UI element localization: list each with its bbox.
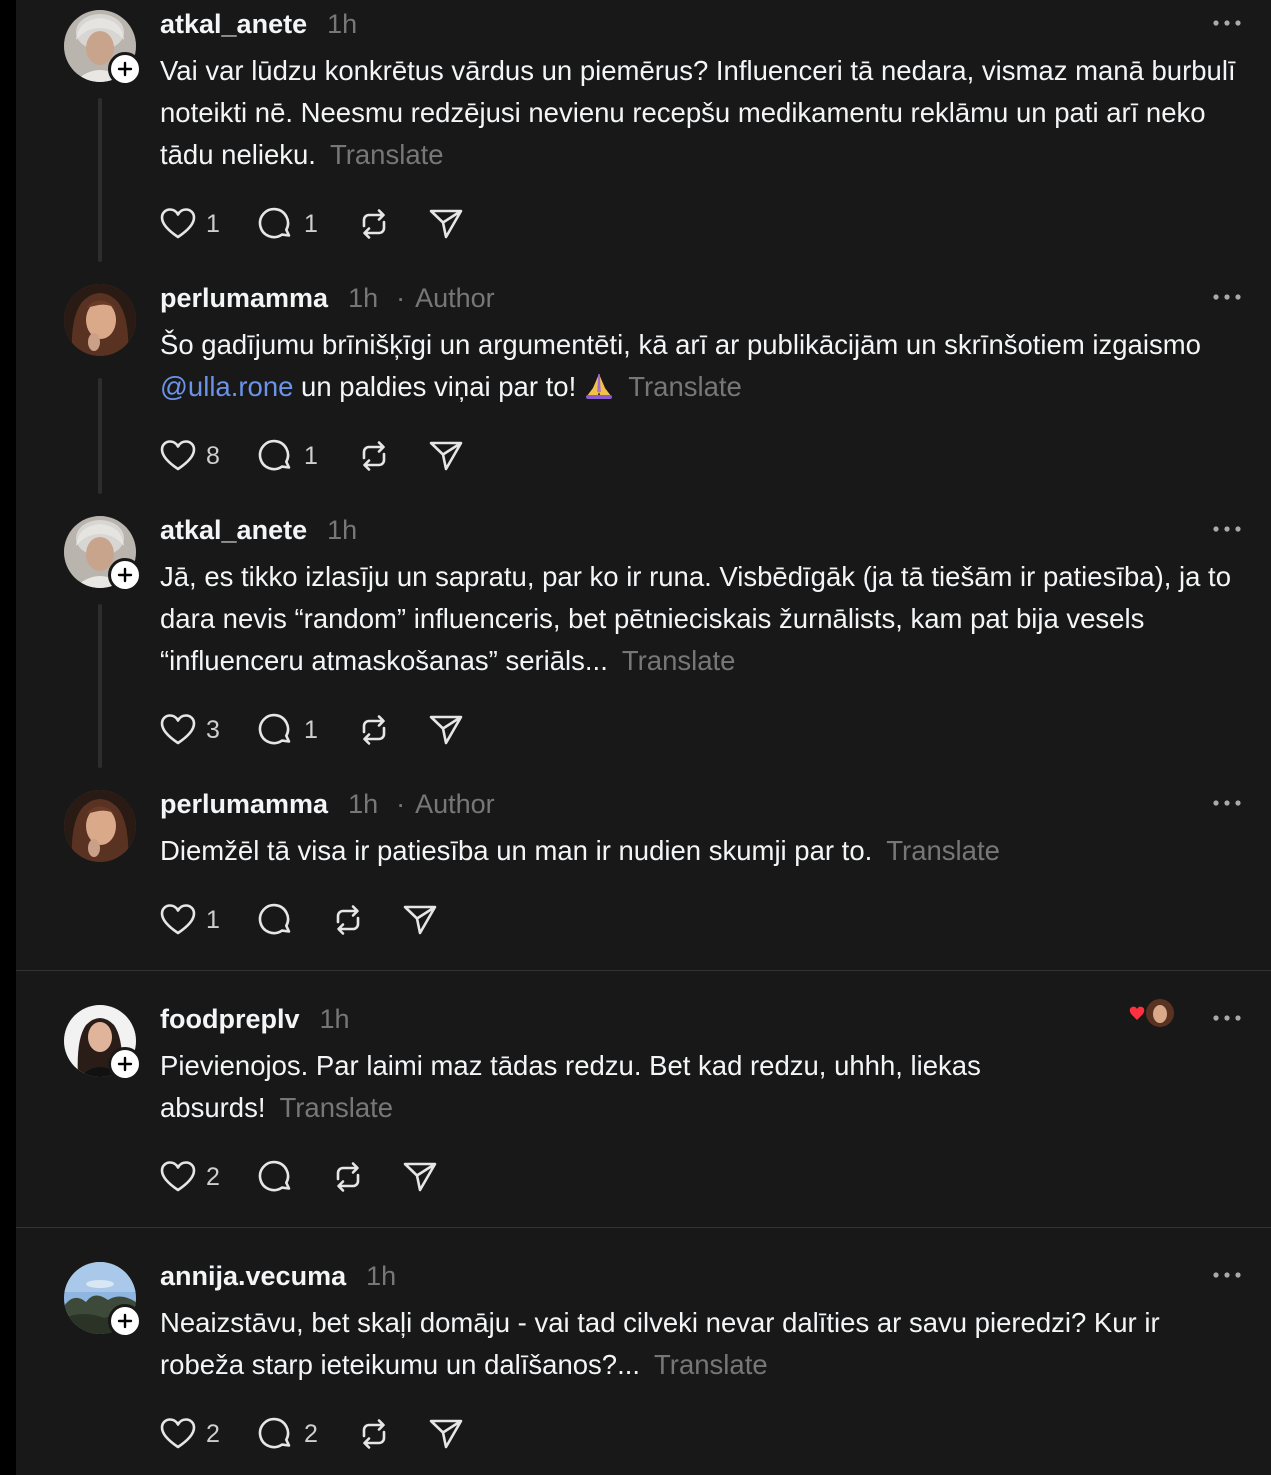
repost-button[interactable] (356, 712, 392, 748)
avatar[interactable] (64, 284, 136, 356)
thread-line (98, 378, 102, 494)
translate-link[interactable]: Translate (886, 835, 1000, 866)
post-header (160, 1001, 350, 1037)
plus-icon (117, 1056, 133, 1072)
comment-icon (258, 712, 294, 748)
post-header (160, 1258, 396, 1294)
timestamp[interactable]: 1h (348, 789, 379, 819)
avatar-image (64, 284, 136, 356)
share-button[interactable] (428, 712, 464, 748)
translate-link[interactable]: Translate (329, 139, 444, 170)
heart-icon (160, 1159, 196, 1195)
comment-icon (258, 1159, 294, 1195)
reply-button[interactable] (258, 902, 294, 938)
more-options-icon[interactable] (1212, 18, 1242, 28)
send-icon (428, 1416, 464, 1452)
like-button[interactable] (160, 712, 222, 748)
share-button[interactable] (402, 1159, 438, 1195)
action-bar (160, 436, 500, 476)
liked-by-author-indicator (1128, 995, 1176, 1031)
reply-post (16, 995, 1271, 1225)
repost-button[interactable] (330, 1159, 366, 1195)
divider (16, 970, 1271, 971)
like-button[interactable] (160, 206, 222, 242)
separator-dot: · (396, 789, 406, 819)
repost-icon (330, 902, 366, 938)
post-header (160, 786, 495, 822)
comment-icon (258, 1416, 294, 1452)
folded-hands-icon (584, 372, 614, 400)
send-icon (428, 438, 464, 474)
comment-icon (258, 902, 294, 938)
follow-button[interactable] (108, 558, 142, 592)
post-text (160, 556, 1250, 682)
heart-icon (160, 712, 196, 748)
more-options-icon[interactable] (1212, 524, 1242, 534)
timestamp[interactable]: 1h (319, 1004, 350, 1034)
heart-icon (160, 438, 196, 474)
repost-icon (356, 438, 392, 474)
post-text-content: Šo gadījumu brīnišķīgi un argumentēti, kā arī ar publikācijām un skrīnšotiem izgaismo (160, 329, 1201, 360)
translate-link[interactable]: Translate (279, 1092, 394, 1123)
like-button[interactable] (160, 438, 222, 474)
heart-icon (160, 206, 196, 242)
post-text (160, 50, 1245, 176)
more-options-icon[interactable] (1212, 292, 1242, 302)
follow-button[interactable] (108, 1047, 142, 1081)
author-badge: Author (415, 283, 495, 313)
action-bar (160, 204, 500, 244)
repost-icon (330, 1159, 366, 1195)
reply-post (16, 1252, 1271, 1475)
username[interactable]: annija.vecuma (160, 1261, 347, 1291)
repost-button[interactable] (356, 206, 392, 242)
heart-icon (160, 1416, 196, 1452)
username[interactable]: atkal_anete (160, 515, 308, 545)
action-bar (160, 1414, 500, 1454)
like-button[interactable] (160, 1159, 222, 1195)
reply-post (16, 274, 1271, 506)
folded-hands-emoji (584, 370, 614, 412)
avatar-image (64, 790, 136, 862)
plus-icon (117, 567, 133, 583)
mention-link[interactable]: @ulla.rone (160, 371, 294, 402)
action-bar (160, 1157, 474, 1197)
like-count: 2 (206, 1419, 220, 1448)
timestamp[interactable]: 1h (366, 1261, 397, 1291)
like-count: 8 (206, 441, 220, 470)
reply-count: 1 (304, 441, 318, 470)
timestamp[interactable]: 1h (327, 9, 358, 39)
avatar[interactable] (64, 790, 136, 862)
divider (16, 1227, 1271, 1228)
separator-dot: · (396, 283, 406, 313)
reply-count: 1 (304, 209, 318, 238)
translate-link[interactable]: Translate (654, 1349, 768, 1380)
repost-icon (356, 206, 392, 242)
send-icon (402, 902, 438, 938)
follow-button[interactable] (108, 52, 142, 86)
post-text (160, 830, 1245, 872)
thread-line (98, 98, 102, 262)
translate-link[interactable]: Translate (628, 371, 742, 402)
action-bar (160, 900, 474, 940)
repost-icon (356, 1416, 392, 1452)
translate-link[interactable]: Translate (621, 645, 736, 676)
like-count: 1 (206, 905, 220, 934)
replies-feed (16, 0, 1271, 1475)
reply-button[interactable] (258, 1416, 320, 1452)
author-badge: Author (415, 789, 495, 819)
like-count: 2 (206, 1162, 220, 1191)
username[interactable]: foodpreplv (160, 1004, 300, 1034)
reply-button[interactable] (258, 712, 320, 748)
thread-line (98, 604, 102, 768)
share-button[interactable] (428, 1416, 464, 1452)
reply-count: 2 (304, 1419, 318, 1448)
repost-icon (356, 712, 392, 748)
repost-button[interactable] (330, 902, 366, 938)
plus-icon (117, 1313, 133, 1329)
username[interactable]: perlumamma (160, 789, 329, 819)
post-text-content: Diemžēl tā visa ir patiesība un man ir nudien skumji par to. (160, 835, 873, 866)
post-header (160, 512, 357, 548)
share-button[interactable] (402, 902, 438, 938)
username[interactable]: perlumamma (160, 283, 329, 313)
reply-post (16, 780, 1271, 970)
reply-post (16, 506, 1271, 780)
timestamp[interactable]: 1h (348, 283, 379, 313)
post-text-content: un paldies viņai par to! (293, 371, 577, 402)
post-header (160, 6, 357, 42)
username[interactable]: atkal_anete (160, 9, 308, 39)
reply-button[interactable] (258, 1159, 294, 1195)
send-icon (428, 712, 464, 748)
action-bar (160, 710, 500, 750)
comment-icon (258, 438, 294, 474)
more-options-icon[interactable] (1212, 1270, 1242, 1280)
post-text-content: Jā, es tikko izlasīju un sapratu, par ko ir runa. Visbēdīgāk (ja tā tiešām ir patiesība), ja to dara nevis “random” influenceris, bet pētnieciskais žurnālists, kam pat bija vesels “influenceru atmaskošanas” seriāls... (160, 561, 1231, 676)
like-count: 3 (206, 715, 220, 744)
more-options-icon[interactable] (1212, 1013, 1242, 1023)
more-options-icon[interactable] (1212, 798, 1242, 808)
post-header (160, 280, 495, 316)
post-text-content: Neaizstāvu, bet skaļi domāju - vai tad cilveki nevar dalīties ar savu pieredzi? Kur ir robeža starp ieteikumu un dalīšanos?... (160, 1307, 1160, 1380)
like-button[interactable] (160, 1416, 222, 1452)
plus-icon (117, 61, 133, 77)
post-text-content: Vai var lūdzu konkrētus vārdus un piemērus? Influenceri tā nedara, vismaz manā burbulī noteikti nē. Neesmu redzējusi nevienu recepšu medikamentu reklāmu un pati arī neko tādu nelieku. (160, 55, 1236, 170)
share-button[interactable] (428, 206, 464, 242)
follow-button[interactable] (108, 1304, 142, 1338)
post-text-content: Pievienojos. Par laimi maz tādas redzu. Bet kad redzu, uhhh, liekas absurds! (160, 1050, 981, 1123)
post-text (160, 324, 1245, 412)
like-button[interactable] (160, 902, 222, 938)
repost-button[interactable] (356, 1416, 392, 1452)
comment-icon (258, 206, 294, 242)
repost-button[interactable] (356, 438, 392, 474)
share-button[interactable] (428, 438, 464, 474)
reply-button[interactable] (258, 438, 320, 474)
reply-post (16, 0, 1271, 270)
reply-button[interactable] (258, 206, 320, 242)
reply-count: 1 (304, 715, 318, 744)
heart-icon (160, 902, 196, 938)
timestamp[interactable]: 1h (327, 515, 358, 545)
like-count: 1 (206, 209, 220, 238)
post-text (160, 1045, 1060, 1129)
send-icon (428, 206, 464, 242)
send-icon (402, 1159, 438, 1195)
post-text (160, 1302, 1245, 1386)
